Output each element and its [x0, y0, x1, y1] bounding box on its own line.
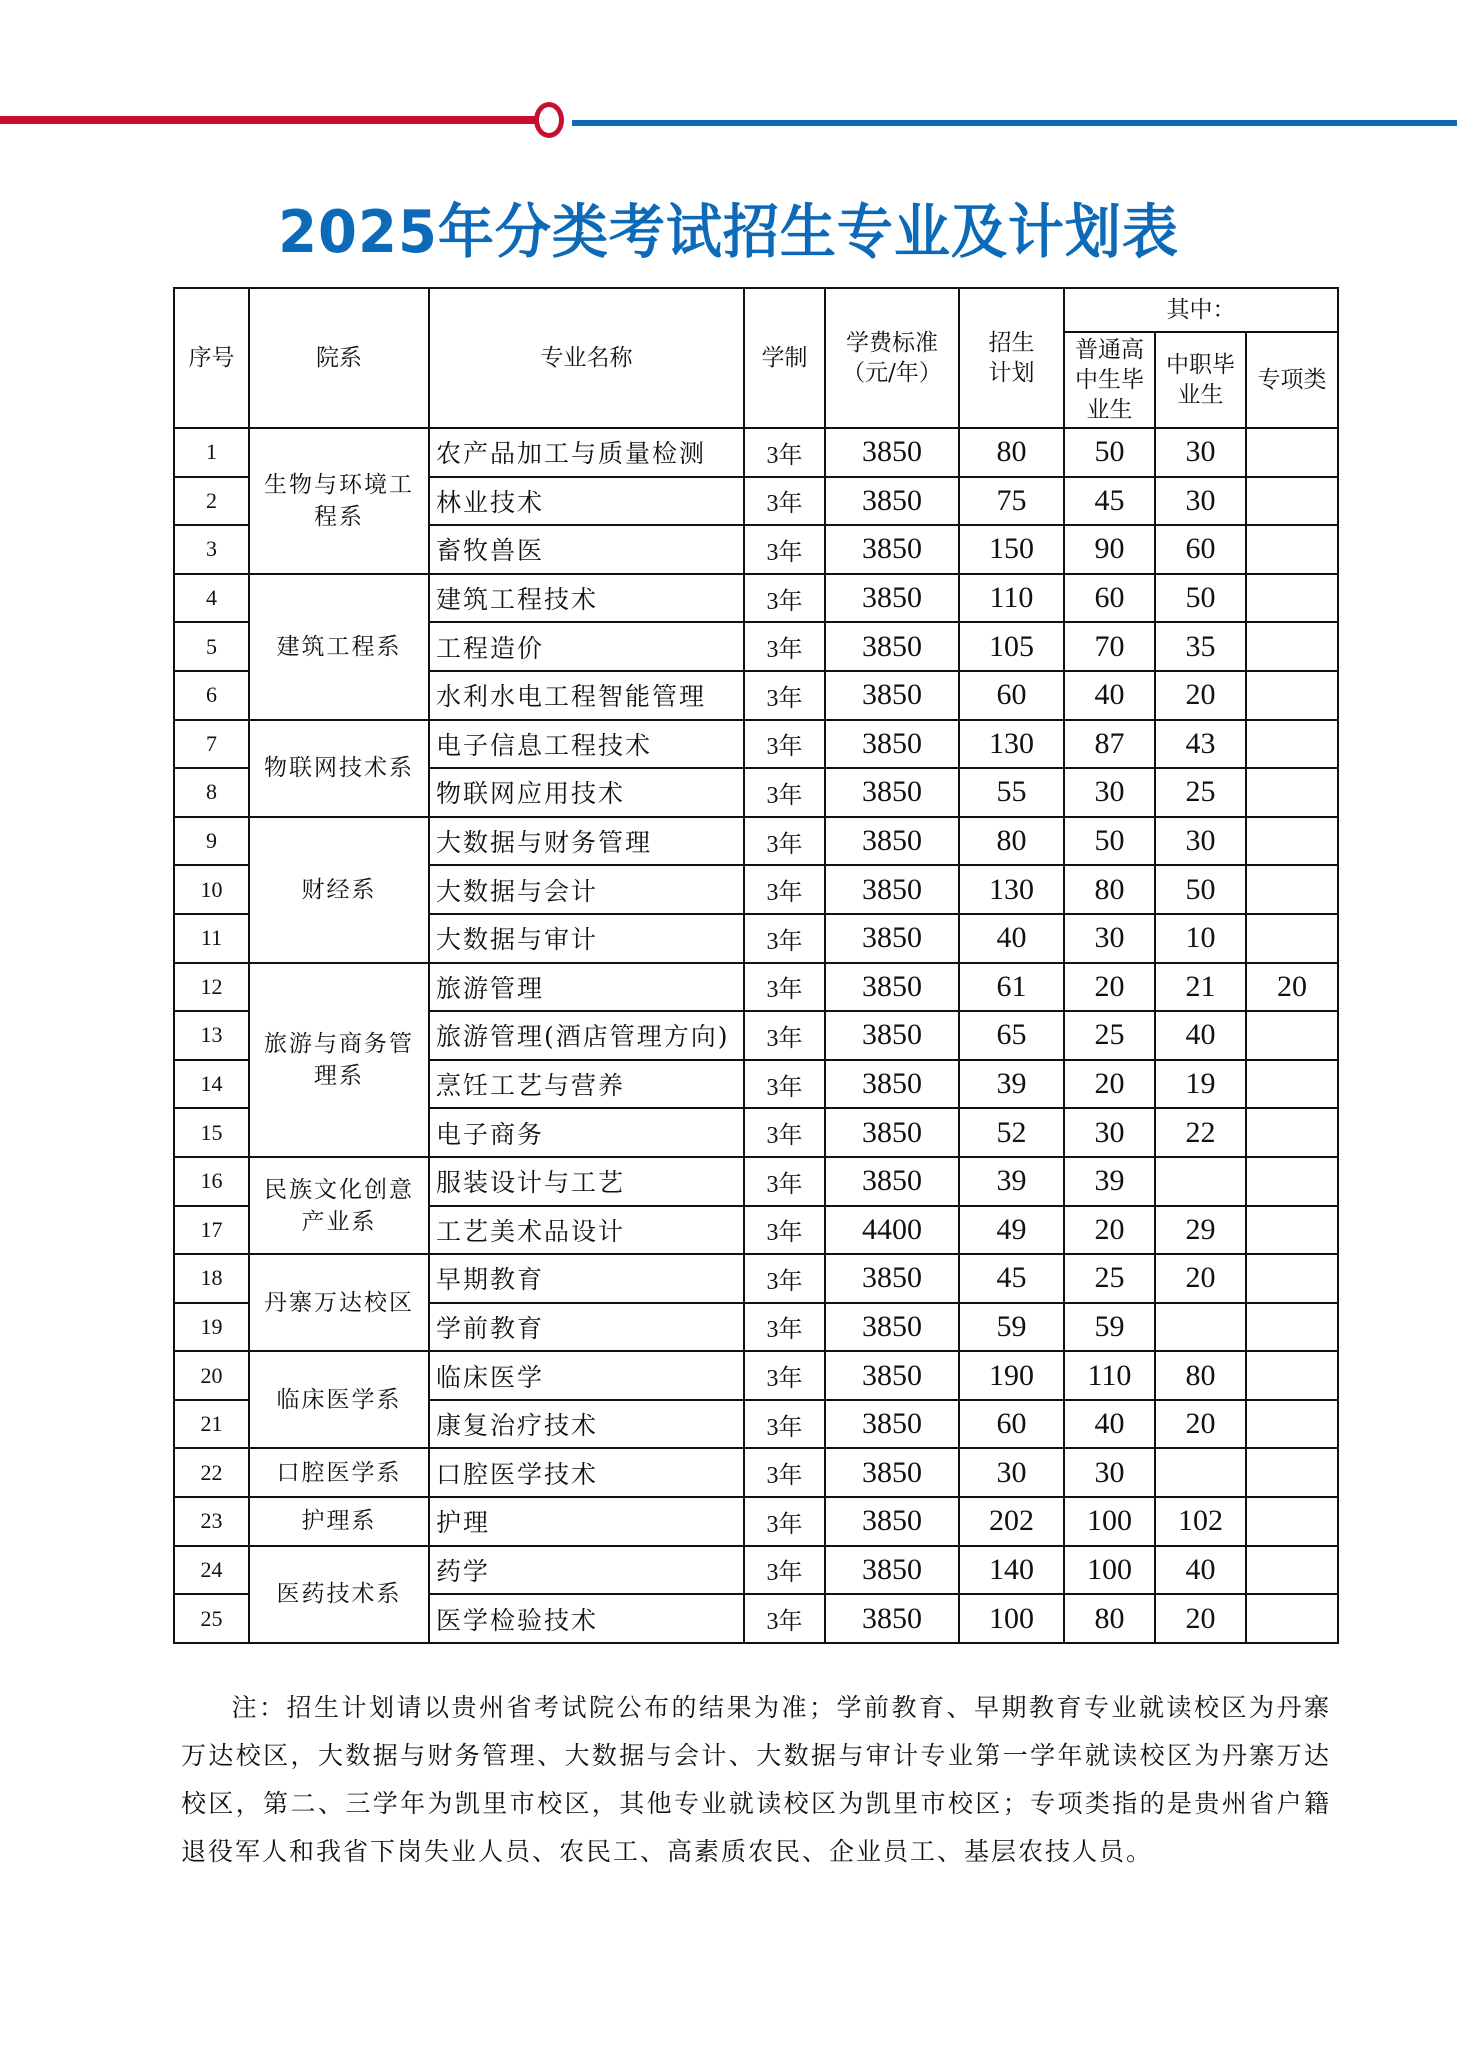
cell-seq: 17 — [174, 1206, 249, 1255]
cell-high-school: 40 — [1064, 671, 1155, 720]
cell-plan: 110 — [959, 574, 1064, 623]
cell-vocational: 43 — [1155, 720, 1246, 769]
cell-plan: 190 — [959, 1351, 1064, 1400]
header-among: 其中： — [1064, 288, 1338, 332]
cell-special — [1246, 428, 1338, 477]
cell-duration: 3年 — [744, 1303, 825, 1352]
header-special: 专项类 — [1246, 332, 1338, 428]
cell-seq: 6 — [174, 671, 249, 720]
cell-duration: 3年 — [744, 525, 825, 574]
cell-special — [1246, 817, 1338, 866]
cell-duration: 3年 — [744, 1011, 825, 1060]
cell-vocational: 20 — [1155, 1594, 1246, 1643]
cell-duration: 3年 — [744, 963, 825, 1012]
cell-seq: 18 — [174, 1254, 249, 1303]
header-duration: 学制 — [744, 288, 825, 428]
decorative-blue-line — [572, 120, 1457, 126]
cell-fee: 3850 — [825, 525, 959, 574]
header-fee: 学费标准（元/年） — [825, 288, 959, 428]
cell-high-school: 59 — [1064, 1303, 1155, 1352]
cell-seq: 19 — [174, 1303, 249, 1352]
footnote-text: 注：招生计划请以贵州省考试院公布的结果为准；学前教育、早期教育专业就读校区为丹寨万达校区，大数据与财务管理、大数据与会计、大数据与审计专业第一学年就读校区为丹寨万达校区，第二、三学年为凯里市校区，其他专业就读校区为凯里市校区；专项类指的是贵州省户籍退役军人和我省下岗失业人员、农民工、高素质农民、企业员工、基层农技人员。 — [181, 1693, 1331, 1866]
cell-high-school: 70 — [1064, 622, 1155, 671]
cell-special — [1246, 1400, 1338, 1449]
cell-seq: 25 — [174, 1594, 249, 1643]
table-row — [174, 720, 1338, 769]
cell-plan: 60 — [959, 1400, 1064, 1449]
cell-seq: 15 — [174, 1108, 249, 1157]
cell-seq: 20 — [174, 1351, 249, 1400]
cell-plan: 39 — [959, 1157, 1064, 1206]
cell-dept: 财经系 — [249, 817, 429, 963]
cell-dept: 丹寨万达校区 — [249, 1254, 429, 1351]
table-row — [174, 1497, 1338, 1546]
cell-duration: 3年 — [744, 1157, 825, 1206]
cell-seq: 11 — [174, 914, 249, 963]
cell-special — [1246, 1108, 1338, 1157]
cell-major: 护理 — [429, 1497, 744, 1546]
cell-major: 大数据与财务管理 — [429, 817, 744, 866]
cell-plan: 75 — [959, 477, 1064, 526]
header-high-school: 普通高中生毕业生 — [1064, 332, 1155, 428]
cell-seq: 13 — [174, 1011, 249, 1060]
cell-fee: 3850 — [825, 1448, 959, 1497]
cell-fee: 3850 — [825, 1108, 959, 1157]
cell-duration: 3年 — [744, 1351, 825, 1400]
cell-duration: 3年 — [744, 1108, 825, 1157]
table-row — [174, 963, 1338, 1012]
cell-plan: 60 — [959, 671, 1064, 720]
header-dept: 院系 — [249, 288, 429, 428]
cell-dept: 旅游与商务管理系 — [249, 963, 429, 1157]
cell-special — [1246, 1546, 1338, 1595]
cell-seq: 1 — [174, 428, 249, 477]
cell-seq: 8 — [174, 768, 249, 817]
table-row — [174, 1351, 1338, 1400]
cell-vocational: 80 — [1155, 1351, 1246, 1400]
cell-vocational — [1155, 1303, 1246, 1352]
cell-high-school: 25 — [1064, 1254, 1155, 1303]
cell-plan: 45 — [959, 1254, 1064, 1303]
cell-special — [1246, 1497, 1338, 1546]
table-row — [174, 428, 1338, 477]
cell-plan: 140 — [959, 1546, 1064, 1595]
cell-seq: 14 — [174, 1060, 249, 1109]
header-seq: 序号 — [174, 288, 249, 428]
cell-major: 早期教育 — [429, 1254, 744, 1303]
cell-major: 烹饪工艺与营养 — [429, 1060, 744, 1109]
cell-plan: 61 — [959, 963, 1064, 1012]
cell-high-school: 39 — [1064, 1157, 1155, 1206]
cell-major: 药学 — [429, 1546, 744, 1595]
cell-vocational: 40 — [1155, 1546, 1246, 1595]
cell-fee: 3850 — [825, 1400, 959, 1449]
cell-fee: 3850 — [825, 817, 959, 866]
cell-plan: 59 — [959, 1303, 1064, 1352]
cell-fee: 3850 — [825, 622, 959, 671]
cell-vocational: 30 — [1155, 428, 1246, 477]
cell-high-school: 80 — [1064, 865, 1155, 914]
cell-major: 农产品加工与质量检测 — [429, 428, 744, 477]
cell-special — [1246, 525, 1338, 574]
cell-high-school: 87 — [1064, 720, 1155, 769]
cell-vocational: 30 — [1155, 477, 1246, 526]
cell-seq: 9 — [174, 817, 249, 866]
cell-vocational: 29 — [1155, 1206, 1246, 1255]
cell-fee: 3850 — [825, 1303, 959, 1352]
cell-plan: 39 — [959, 1060, 1064, 1109]
cell-fee: 3850 — [825, 1351, 959, 1400]
decorative-ring-icon — [534, 102, 564, 138]
cell-seq: 2 — [174, 477, 249, 526]
cell-high-school: 40 — [1064, 1400, 1155, 1449]
cell-plan: 52 — [959, 1108, 1064, 1157]
cell-duration: 3年 — [744, 671, 825, 720]
cell-dept: 民族文化创意产业系 — [249, 1157, 429, 1254]
cell-high-school: 30 — [1064, 1448, 1155, 1497]
cell-vocational: 50 — [1155, 574, 1246, 623]
cell-high-school: 90 — [1064, 525, 1155, 574]
cell-major: 医学检验技术 — [429, 1594, 744, 1643]
cell-major: 旅游管理(酒店管理方向) — [429, 1011, 744, 1060]
cell-high-school: 60 — [1064, 574, 1155, 623]
cell-plan: 80 — [959, 428, 1064, 477]
cell-major: 物联网应用技术 — [429, 768, 744, 817]
decorative-red-line — [0, 116, 540, 124]
cell-plan: 150 — [959, 525, 1064, 574]
cell-duration: 3年 — [744, 720, 825, 769]
cell-fee: 3850 — [825, 1011, 959, 1060]
cell-seq: 12 — [174, 963, 249, 1012]
page-title: 2025年分类考试招生专业及计划表 — [278, 198, 1179, 267]
cell-dept: 医药技术系 — [249, 1546, 429, 1643]
cell-special — [1246, 1448, 1338, 1497]
cell-plan: 49 — [959, 1206, 1064, 1255]
cell-vocational: 35 — [1155, 622, 1246, 671]
cell-seq: 10 — [174, 865, 249, 914]
cell-special — [1246, 1351, 1338, 1400]
cell-major: 口腔医学技术 — [429, 1448, 744, 1497]
cell-vocational: 21 — [1155, 963, 1246, 1012]
cell-high-school: 100 — [1064, 1497, 1155, 1546]
cell-duration: 3年 — [744, 1060, 825, 1109]
cell-high-school: 100 — [1064, 1546, 1155, 1595]
cell-special — [1246, 1060, 1338, 1109]
cell-high-school: 45 — [1064, 477, 1155, 526]
cell-duration: 3年 — [744, 622, 825, 671]
cell-special — [1246, 914, 1338, 963]
cell-special — [1246, 477, 1338, 526]
cell-special — [1246, 1206, 1338, 1255]
cell-seq: 5 — [174, 622, 249, 671]
cell-fee: 3850 — [825, 671, 959, 720]
cell-major: 临床医学 — [429, 1351, 744, 1400]
table-row — [174, 1448, 1338, 1497]
cell-special — [1246, 671, 1338, 720]
cell-fee: 3850 — [825, 1497, 959, 1546]
cell-dept: 口腔医学系 — [249, 1448, 429, 1497]
cell-vocational: 30 — [1155, 817, 1246, 866]
cell-vocational: 25 — [1155, 768, 1246, 817]
cell-special — [1246, 1303, 1338, 1352]
cell-dept: 护理系 — [249, 1497, 429, 1546]
cell-high-school: 30 — [1064, 914, 1155, 963]
cell-special — [1246, 1254, 1338, 1303]
cell-fee: 3850 — [825, 1546, 959, 1595]
cell-seq: 23 — [174, 1497, 249, 1546]
cell-plan: 130 — [959, 720, 1064, 769]
cell-high-school: 20 — [1064, 1060, 1155, 1109]
cell-duration: 3年 — [744, 768, 825, 817]
cell-special — [1246, 574, 1338, 623]
cell-special — [1246, 768, 1338, 817]
cell-dept: 物联网技术系 — [249, 720, 429, 817]
cell-vocational — [1155, 1157, 1246, 1206]
cell-duration: 3年 — [744, 1546, 825, 1595]
cell-duration: 3年 — [744, 1206, 825, 1255]
cell-high-school: 50 — [1064, 817, 1155, 866]
cell-vocational: 102 — [1155, 1497, 1246, 1546]
cell-seq: 24 — [174, 1546, 249, 1595]
cell-duration: 3年 — [744, 428, 825, 477]
cell-vocational: 20 — [1155, 671, 1246, 720]
cell-high-school: 30 — [1064, 768, 1155, 817]
cell-major: 学前教育 — [429, 1303, 744, 1352]
cell-duration: 3年 — [744, 865, 825, 914]
cell-special — [1246, 1011, 1338, 1060]
cell-fee: 3850 — [825, 477, 959, 526]
cell-fee: 3850 — [825, 963, 959, 1012]
cell-major: 大数据与会计 — [429, 865, 744, 914]
table-row — [174, 574, 1338, 623]
cell-high-school: 25 — [1064, 1011, 1155, 1060]
header-vocational: 中职毕业生 — [1155, 332, 1246, 428]
cell-high-school: 30 — [1064, 1108, 1155, 1157]
cell-fee: 3850 — [825, 1254, 959, 1303]
cell-plan: 100 — [959, 1594, 1064, 1643]
cell-vocational: 19 — [1155, 1060, 1246, 1109]
cell-fee: 3850 — [825, 768, 959, 817]
cell-seq: 3 — [174, 525, 249, 574]
cell-seq: 4 — [174, 574, 249, 623]
cell-special — [1246, 720, 1338, 769]
cell-major: 旅游管理 — [429, 963, 744, 1012]
cell-major: 建筑工程技术 — [429, 574, 744, 623]
cell-fee: 3850 — [825, 428, 959, 477]
cell-fee: 3850 — [825, 914, 959, 963]
cell-vocational: 40 — [1155, 1011, 1246, 1060]
footnote — [181, 1684, 1331, 1876]
cell-vocational — [1155, 1448, 1246, 1497]
table-row — [174, 817, 1338, 866]
table-row — [174, 1157, 1338, 1206]
cell-fee: 3850 — [825, 1060, 959, 1109]
cell-vocational: 60 — [1155, 525, 1246, 574]
cell-duration: 3年 — [744, 1448, 825, 1497]
cell-vocational: 22 — [1155, 1108, 1246, 1157]
table-row — [174, 1254, 1338, 1303]
cell-plan: 40 — [959, 914, 1064, 963]
cell-major: 大数据与审计 — [429, 914, 744, 963]
cell-vocational: 20 — [1155, 1400, 1246, 1449]
cell-duration: 3年 — [744, 477, 825, 526]
cell-vocational: 20 — [1155, 1254, 1246, 1303]
cell-duration: 3年 — [744, 1400, 825, 1449]
cell-major: 电子信息工程技术 — [429, 720, 744, 769]
cell-plan: 80 — [959, 817, 1064, 866]
table-body — [174, 428, 1338, 1643]
cell-plan: 105 — [959, 622, 1064, 671]
cell-high-school: 50 — [1064, 428, 1155, 477]
cell-special — [1246, 622, 1338, 671]
cell-special — [1246, 865, 1338, 914]
cell-high-school: 80 — [1064, 1594, 1155, 1643]
cell-duration: 3年 — [744, 914, 825, 963]
cell-duration: 3年 — [744, 574, 825, 623]
header-major: 专业名称 — [429, 288, 744, 428]
cell-plan: 55 — [959, 768, 1064, 817]
cell-seq: 16 — [174, 1157, 249, 1206]
cell-high-school: 20 — [1064, 963, 1155, 1012]
cell-plan: 30 — [959, 1448, 1064, 1497]
cell-duration: 3年 — [744, 1497, 825, 1546]
cell-fee: 3850 — [825, 865, 959, 914]
cell-fee: 3850 — [825, 574, 959, 623]
cell-special — [1246, 1594, 1338, 1643]
cell-seq: 7 — [174, 720, 249, 769]
cell-major: 工程造价 — [429, 622, 744, 671]
cell-major: 服装设计与工艺 — [429, 1157, 744, 1206]
cell-vocational: 10 — [1155, 914, 1246, 963]
cell-major: 工艺美术品设计 — [429, 1206, 744, 1255]
cell-special — [1246, 1157, 1338, 1206]
cell-fee: 3850 — [825, 720, 959, 769]
cell-major: 康复治疗技术 — [429, 1400, 744, 1449]
cell-high-school: 110 — [1064, 1351, 1155, 1400]
cell-fee: 3850 — [825, 1594, 959, 1643]
cell-dept: 建筑工程系 — [249, 574, 429, 720]
enrollment-plan-table — [173, 287, 1339, 1644]
cell-major: 畜牧兽医 — [429, 525, 744, 574]
cell-major: 林业技术 — [429, 477, 744, 526]
cell-seq: 22 — [174, 1448, 249, 1497]
cell-major: 水利水电工程智能管理 — [429, 671, 744, 720]
cell-dept: 生物与环境工程系 — [249, 428, 429, 574]
cell-plan: 65 — [959, 1011, 1064, 1060]
cell-vocational: 50 — [1155, 865, 1246, 914]
cell-major: 电子商务 — [429, 1108, 744, 1157]
cell-seq: 21 — [174, 1400, 249, 1449]
table-row — [174, 1546, 1338, 1595]
cell-plan: 202 — [959, 1497, 1064, 1546]
cell-fee: 3850 — [825, 1157, 959, 1206]
cell-duration: 3年 — [744, 1594, 825, 1643]
header-plan: 招生计划 — [959, 288, 1064, 428]
cell-fee: 4400 — [825, 1206, 959, 1255]
cell-duration: 3年 — [744, 1254, 825, 1303]
cell-plan: 130 — [959, 865, 1064, 914]
cell-dept: 临床医学系 — [249, 1351, 429, 1448]
cell-special: 20 — [1246, 963, 1338, 1012]
cell-duration: 3年 — [744, 817, 825, 866]
cell-high-school: 20 — [1064, 1206, 1155, 1255]
